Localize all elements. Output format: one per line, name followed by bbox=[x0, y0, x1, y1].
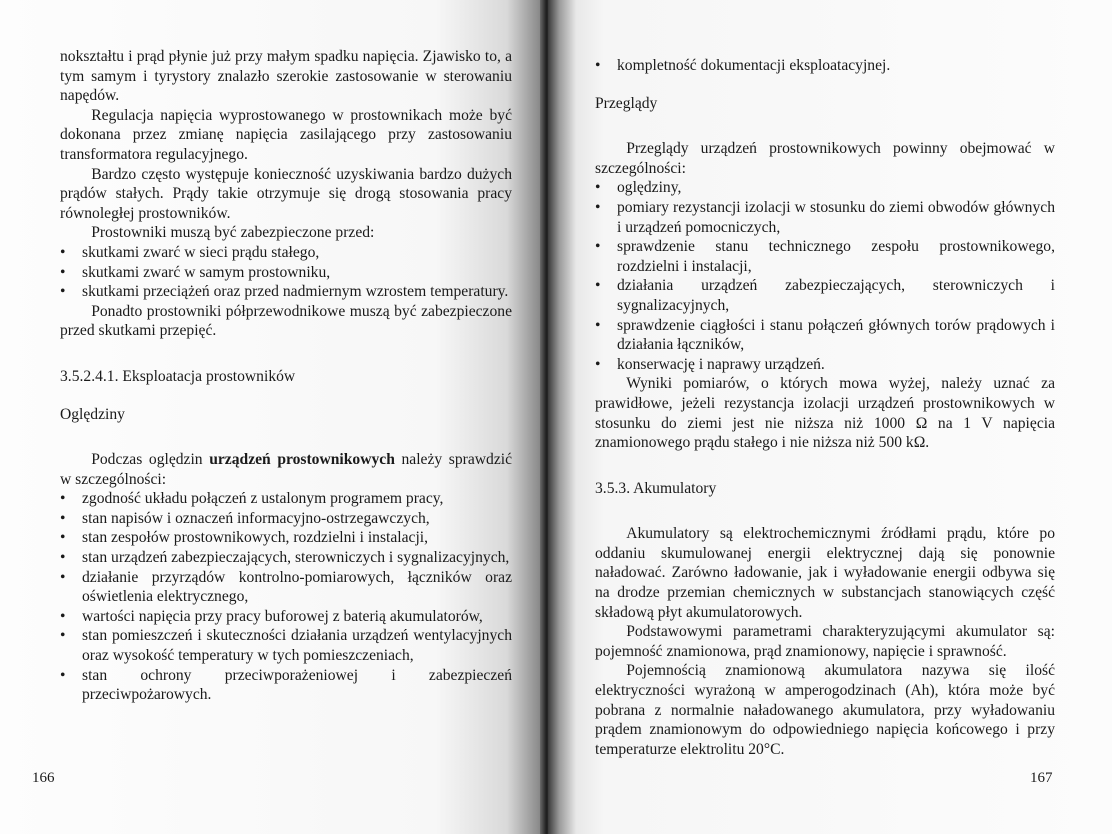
list-item: • stan zespołów prostownikowych, rozdzielni i instalacji, bbox=[60, 528, 512, 548]
list-item: • skutkami przeciążeń oraz przed nadmiernym wzrostem temperatury. bbox=[60, 282, 512, 302]
inline-text: należy sprawdzić w szczególności: bbox=[60, 451, 512, 488]
right-page-text bbox=[595, 56, 1055, 759]
paragraph: Przeglądy urządzeń prostownikowych powinny obejmować w szczególności: bbox=[595, 140, 1055, 177]
protection-list bbox=[60, 243, 512, 302]
paragraph: Akumulatory są elektrochemicznymi źródłami prądu, które po oddaniu skumulowanej energii elektrycznej dają się ponownie naładować. Zarówno ładowanie, jak i wyładowanie energii odbywa się na drodze przemian chemicznych w substancjach stanowiących część składową płyt akumulatorowych. bbox=[595, 525, 1055, 621]
list-item: • skutkami zwarć w samym prostowniku, bbox=[60, 263, 512, 283]
paragraph: Prostowniki muszą być zabezpieczone przed: bbox=[91, 224, 375, 242]
top-list bbox=[595, 56, 1055, 76]
list-item: • konserwację i naprawy urządzeń. bbox=[595, 355, 1055, 375]
left-page bbox=[0, 0, 545, 834]
review-list bbox=[595, 178, 1055, 374]
list-item: • działanie przyrządów kontrolno-pomiarowych, łączników oraz oświetlenia elektrycznego, bbox=[60, 568, 512, 607]
list-item: • kompletność dokumentacji eksploatacyjnej. bbox=[595, 56, 1055, 76]
list-item: • skutkami zwarć w sieci prądu stałego, bbox=[60, 243, 512, 263]
page-number: 167 bbox=[1030, 770, 1053, 786]
subheading: Oględziny bbox=[60, 405, 125, 423]
paragraph: Podstawowymi parametrami charakteryzującymi akumulator są: pojemność znamionowa, prąd znamionowy, napięcie i sprawność. bbox=[595, 623, 1055, 660]
paragraph: nokształtu i prąd płynie już przy małym spadku napięcia. Zjawisko to, a tym samym i tyrystory znalazło szerokie zastosowanie w sterowaniu napędów. bbox=[60, 48, 512, 105]
list-item: • pomiary rezystancji izolacji w stosunku do ziemi obwodów głównych i urządzeń pomocniczych, bbox=[595, 198, 1055, 237]
list-item: • działania urządzeń zabezpieczających, sterowniczych i sygnalizacyjnych, bbox=[595, 276, 1055, 315]
section-heading: 3.5.2.4.1. Eksploatacja prostowników bbox=[60, 367, 296, 385]
list-item: • sprawdzenie stanu technicznego zespołu prostownikowego, rozdzielni i instalacji, bbox=[595, 237, 1055, 276]
list-item: • stan pomieszczeń i skuteczności działania urządzeń wentylacyjnych oraz wysokość temperatury w tych pomieszczeniach, bbox=[60, 626, 512, 665]
paragraph: Wyniki pomiarów, o których mowa wyżej, należy uznać za prawidłowe, jeżeli rezystancja izolacji urządzeń prostownikowych w stosunku do ziemi jest nie niższa niż 1000 Ω na 1 V napięcia znamionowego prądu stałego i nie niższa niż 500 kΩ. bbox=[595, 375, 1055, 452]
list-item: • sprawdzenie ciągłości i stanu połączeń głównych torów prądowych i działania łączników, bbox=[595, 316, 1055, 355]
list-item: • stan urządzeń zabezpieczających, sterowniczych i sygnalizacyjnych, bbox=[60, 548, 512, 568]
left-page-text bbox=[60, 47, 512, 705]
bold-text: urządzeń prostownikowych bbox=[209, 451, 395, 469]
paragraph: Pojemnością znamionową akumulatora nazywa się ilość elektryczności wyrażoną w amperogodzinach (Ah), która może być pobrana z normalnie naładowanego akumulatora, przy wyładowaniu prądem znamionowym do odpowiedniego napięcia końcowego i przy temperaturze elektrolitu 20°C. bbox=[595, 662, 1055, 758]
list-item: • stan ochrony przeciwporażeniowej i zabezpieczeń przeciwpożarowych. bbox=[60, 666, 512, 705]
paragraph bbox=[60, 450, 512, 489]
page-number: 166 bbox=[32, 770, 55, 786]
paragraph: Ponadto prostowniki półprzewodnikowe muszą być zabezpieczone przed skutkami przepięć. bbox=[60, 302, 512, 340]
list-item: • stan napisów i oznaczeń informacyjno-ostrzegawczych, bbox=[60, 509, 512, 529]
subheading: Przeglądy bbox=[595, 94, 658, 112]
list-item: • oględziny, bbox=[595, 178, 1055, 198]
paragraph: Regulacja napięcia wyprostowanego w prostownikach może być dokonana przez zmianę napięcia zasilającego przy zastosowaniu transformatora regulacyjnego. bbox=[60, 106, 512, 163]
inspection-list bbox=[60, 489, 512, 705]
section-heading: 3.5.3. Akumulatory bbox=[595, 479, 717, 497]
inline-text: Podczas oględzin bbox=[91, 451, 210, 469]
list-item: • wartości napięcia przy pracy buforowej z baterią akumulatorów, bbox=[60, 607, 512, 627]
list-item: • zgodność układu połączeń z ustalonym programem pracy, bbox=[60, 489, 512, 509]
paragraph: Bardzo często występuje konieczność uzyskiwania bardzo dużych prądów stałych. Prądy takie otrzymuje się drogą stosowania pracy równoległej prostowników. bbox=[60, 165, 512, 222]
